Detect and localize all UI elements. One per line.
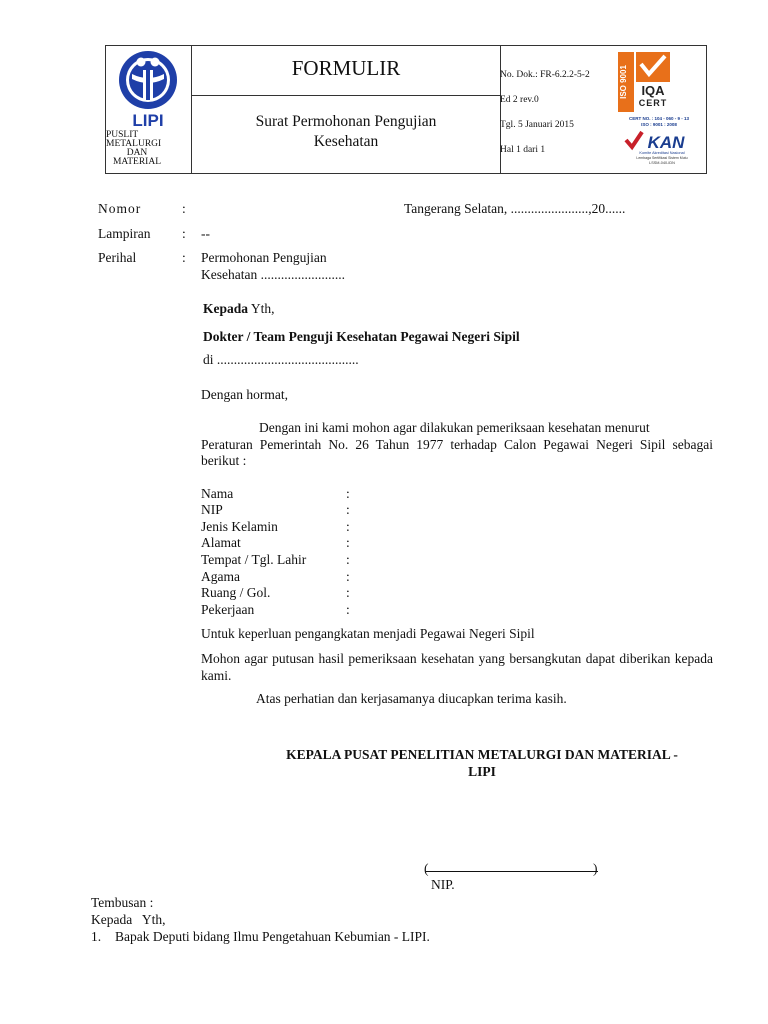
field-pekerjaan-label: Pekerjaan — [201, 602, 255, 617]
field-ruang-gol-colon: : — [346, 585, 350, 600]
field-pekerjaan-colon: : — [346, 602, 350, 617]
iqa-cert-word: CERT — [638, 98, 668, 108]
field-agama-label: Agama — [201, 569, 240, 584]
certification-logos — [616, 50, 702, 168]
recipient-location: di .......................................... — [203, 352, 359, 367]
field-agama-colon: : — [346, 569, 350, 584]
field-tempat-lahir-label: Tempat / Tgl. Lahir — [201, 552, 307, 567]
doc-page: Hal 1 dari 1 — [500, 145, 546, 155]
nomor-colon: : — [182, 201, 186, 216]
field-ruang-gol-label: Ruang / Gol. — [201, 585, 271, 600]
kan-check-icon — [626, 132, 642, 147]
recipient: Dokter / Team Penguji Kesehatan Pegawai Negeri Sipil — [203, 329, 520, 344]
field-tempat-lahir-colon: : — [346, 552, 350, 567]
doc-edition: Ed 2 rev.0 — [500, 95, 539, 105]
kan-subtitle-3: LSSM-040-IDN — [649, 161, 675, 165]
field-nama-colon: : — [346, 486, 350, 501]
signature-line — [426, 871, 598, 872]
field-nama-label: Nama — [201, 486, 234, 501]
form-subject: Surat Permohonan Pengujian Kesehatan — [255, 113, 437, 150]
salutation: Dengan hormat, — [201, 387, 288, 402]
signature-open-paren: ( — [424, 861, 429, 876]
cc-item: Bapak Deputi bidang Ilmu Pengetahuan Kebumian - LIPI. — [115, 929, 430, 944]
lipi-logo-label: LIPI — [132, 111, 164, 130]
kepada-line — [203, 301, 275, 318]
kan-brand: KAN — [647, 133, 685, 152]
kan-subtitle-1: Komite Akreditasi Nasional — [639, 151, 685, 155]
lampiran-colon: : — [182, 226, 186, 241]
field-nip-colon: : — [346, 502, 350, 517]
field-alamat-label: Alamat — [201, 535, 241, 550]
perihal-label: Perihal — [98, 250, 137, 265]
perihal-value: Permohonan Pengujian Kesehatan ......................... — [201, 250, 345, 282]
document-info — [500, 63, 590, 163]
paragraph-request-intro: Dengan ini kami mohon agar dilakukan pemeriksaan kesehatan menurut Peraturan Pemerintah No. 26 Tahun 1977 terhadap Calon Pegawai Negeri Sipil sebagai berikut : — [201, 420, 713, 468]
place-date: Tangerang Selatan, .......................,20...... — [404, 201, 626, 216]
field-jenis-kelamin-colon: : — [346, 519, 350, 534]
tembusan-kepada: Kepada Yth, — [91, 912, 166, 927]
field-alamat-colon: : — [346, 535, 350, 550]
lampiran-value: -- — [201, 226, 210, 241]
header-divider-middle — [191, 95, 501, 96]
purpose-statement: Untuk keperluan pengangkatan menjadi Pegawai Negeri Sipil — [201, 626, 535, 641]
cert-number: CERT NO. : 104 - 060 - 9 - 13 — [628, 116, 690, 121]
nomor-label: Nomor — [98, 201, 142, 216]
iso-number: ISO : 9001 : 2008 — [641, 122, 677, 127]
kepada-bold: Kepada — [203, 301, 249, 316]
cc-item-number: 1. — [91, 929, 102, 944]
document-header — [105, 45, 707, 174]
organization-name: PUSLIT METALURGI DAN MATERIAL — [106, 130, 162, 167]
signature-close-paren: ) — [593, 861, 598, 876]
doc-number: No. Dok.: FR-6.2.2-5-2 — [500, 70, 590, 80]
perihal-colon: : — [182, 250, 186, 265]
kan-subtitle-2: Lembaga Sertifikasi Sistem Mutu — [636, 156, 688, 160]
iqa-brand: IQA — [641, 83, 665, 98]
signer-title: KEPALA PUSAT PENELITIAN METALURGI DAN MATERIAL - LIPI — [286, 747, 678, 779]
lipi-logo — [112, 48, 184, 130]
tembusan-label: Tembusan : — [91, 895, 154, 910]
signature-nip: NIP. — [431, 877, 455, 892]
field-nip-label: NIP — [201, 502, 223, 517]
doc-date: Tgl. 5 Januari 2015 — [500, 120, 574, 130]
kepada-yth: Yth, — [248, 301, 275, 316]
lampiran-label: Lampiran — [98, 226, 151, 241]
iso-vertical-text: ISO 9001 — [619, 65, 628, 99]
closing-thanks: Atas perhatian dan kerjasamanya diucapkan terima kasih. — [256, 691, 567, 706]
field-jenis-kelamin-label: Jenis Kelamin — [201, 519, 278, 534]
paragraph-request: Mohon agar putusan hasil pemeriksaan kesehatan yang bersangkutan dapat diberikan kepada kami. — [201, 651, 713, 683]
form-title: FORMULIR — [291, 56, 401, 80]
